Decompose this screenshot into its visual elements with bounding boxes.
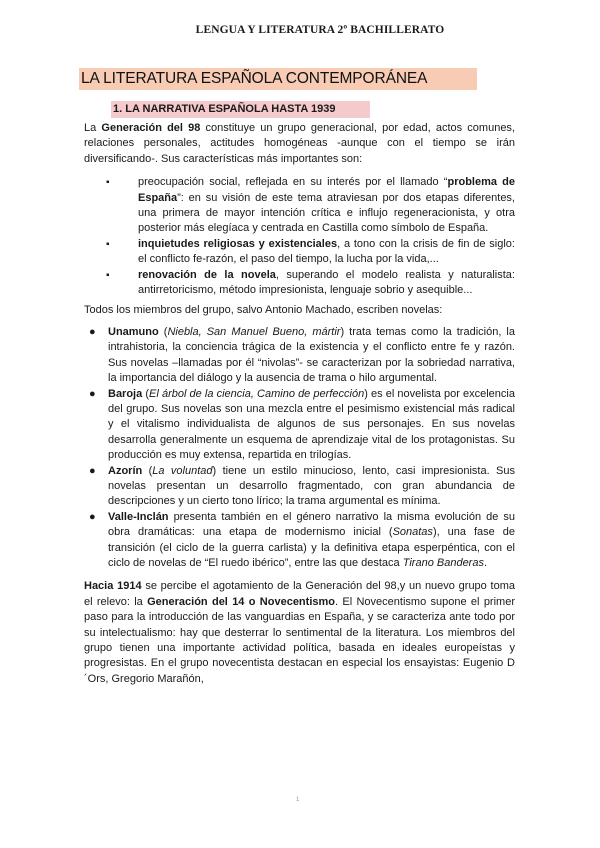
novelists-intro: Todos los miembros del grupo, salvo Antonio Machado, escriben novelas: (84, 304, 443, 317)
list-item: ▪ inquietudes religiosas y existenciales, a tono con la crisis de fin de siglo: el conflicto fe-razón, el paso del tiempo, la lucha por la vida,... (106, 237, 515, 266)
intro-text-1: La (84, 122, 102, 134)
bullet-dot-icon: ● (89, 325, 96, 338)
page-header: LENGUA Y LITERATURA 2º BACHILLERATO (195, 24, 445, 36)
bullet-square-icon: ▪ (106, 238, 110, 250)
bullet-dot-icon: ● (89, 510, 96, 523)
bullet-square-icon: ▪ (106, 177, 110, 189)
closing-paragraph: Hacia 1914 se percibe el agotamiento de la Generación del 98,y un nuevo grupo toma el relevo: la Generación del 14 o Novecentismo. El Novecentismo supone el primer paso para la introducción de las vanguardias en España, y se caracteriza ante todo por su intelectualismo: hay que desterrar lo sentimental de la literatura. Los miembros del grupo tienen una importante actividad política, basada en ideales europeístas y progresistas. En el grupo novecentista destacan en especial los ensayistas: Eugenio D´Ors, Gregorio Marañón, (84, 580, 515, 685)
list-item: ● Valle-Inclán presenta también en el género narrativo la misma evolución de su obra dramáticas: una etapa de modernismo inicial (Sonatas), una fase de transición (el ciclo de la guerra carlista) y la definitiva etapa esperpéntica, con el ciclo de novelas de “El ruedo ibérico”, entre las que destaca Tirano Banderas. (89, 510, 515, 569)
page-title: LA LITERATURA ESPAÑOLA CONTEMPORÁNEA (79, 68, 477, 90)
intro-bold-generation: Generación del 98 (101, 122, 201, 134)
list-item: ● Baroja (El árbol de la ciencia, Camino de perfección) es el novelista por excelencia del grupo. Sus novelas son una mezcla entre el pesimismo existencial más radical y el vitalismo individualista de algunos de sus personajes. En sus novelas desarrolla generalmente un esquema de aprendizaje vital de los protagonistas. Su producción es muy extensa, repartida en trilogías. (89, 387, 515, 462)
bullet-dot-icon: ● (89, 464, 96, 477)
characteristics-list (84, 175, 515, 298)
list-item: ● Unamuno (Niebla, San Manuel Bueno, mártir) trata temas como la tradición, la intrahistoria, la conciencia trágica de la existencia y el conflicto entre fe y razón. Sus novelas –llamadas por él “nivolas”- se caracterizan por la sobriedad narrativa, la importancia del diálogo y la ausencia de trama o hilo argumental. (89, 325, 515, 385)
body-content (84, 121, 515, 687)
bullet-square-icon: ▪ (106, 269, 110, 281)
list-item: ▪ preocupación social, reflejada en su interés por el llamado “problema de España”: en su visión de este tema atraviesan por dos etapas diferentes, una primera de mayor intención crítica e influjo regeneracionista, y otra posterior más elegíaca y centrada en Castilla como símbolo de España. (106, 176, 515, 235)
list-item: ● Azorín (La voluntad) tiene un estilo minucioso, lento, casi impresionista. Sus novelas presentan un desarrollo fragmentado, con gran abundancia de descripciones y un cierto tono lírico; la trama argumental es mínima. (89, 464, 515, 508)
page-number: 1 (296, 797, 300, 803)
authors-list (84, 325, 515, 572)
bullet-dot-icon: ● (89, 387, 96, 400)
section-title: 1. LA NARRATIVA ESPAÑOLA HASTA 1939 (111, 101, 370, 118)
intro-paragraph (84, 121, 515, 167)
intro-text-2: constituye un grupo generacional, por edad, actos comunes, relaciones personales, actitudes homogéneas -aunque con el tiempo se irán diversificando-. Sus características más importantes son: (84, 122, 515, 165)
list-item: ▪ renovación de la novela, superando el modelo realista y naturalista: antirretoricismo, método impresionista, lenguaje sobrio y asequible... (106, 268, 515, 297)
